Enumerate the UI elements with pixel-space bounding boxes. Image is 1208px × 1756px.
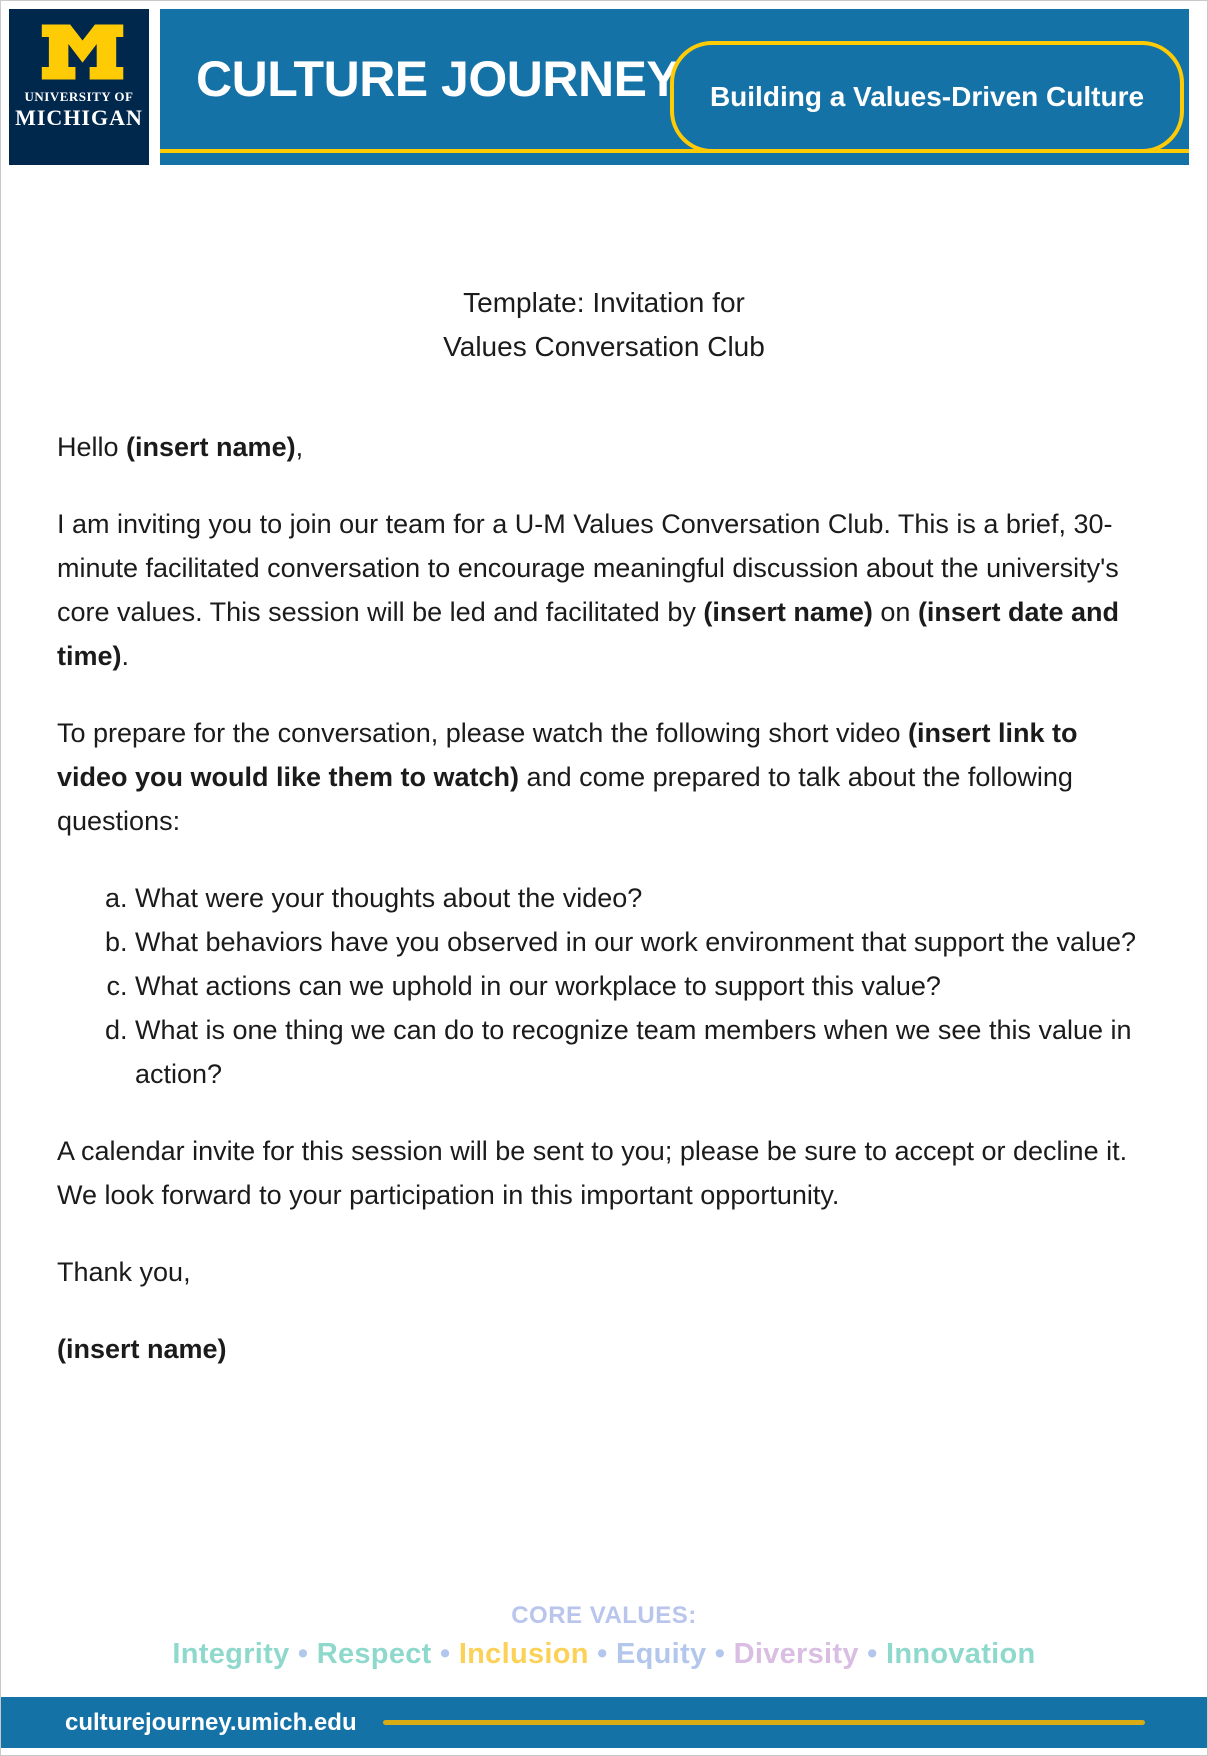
banner-tagline: Building a Values-Driven Culture	[709, 81, 1145, 112]
tagline-box	[670, 41, 1184, 153]
paragraph-calendar: A calendar invite for this session will be sent to you; please be sure to accept or decline it. We look forward to your participation in this important opportunity.	[57, 1136, 1128, 1210]
list-item: d. What is one thing we can do to recognize team members when we see this value in action?	[135, 1008, 1151, 1096]
block-m-icon	[31, 21, 127, 83]
paragraph-preparation: To prepare for the conversation, please watch the following short video (insert link to video you would like them to watch) and come prepared to talk about the following questions:	[57, 718, 1078, 836]
list-item: b. What behaviors have you observed in our work environment that support the value?	[135, 920, 1151, 964]
um-logo	[9, 9, 149, 165]
signature-placeholder: (insert name)	[57, 1334, 227, 1364]
document-title	[57, 281, 1151, 369]
bottom-bar	[1, 1697, 1207, 1748]
document-title-line1: Template: Invitation for	[463, 287, 745, 318]
salutation: Hello (insert name),	[57, 432, 304, 462]
site-url-link[interactable]: culturejourney.umich.edu	[65, 1708, 357, 1736]
list-item: a. What were your thoughts about the video?	[135, 876, 1151, 920]
core-values-footer	[1, 1602, 1207, 1671]
list-item: c. What actions can we uphold in our workplace to support this value?	[135, 964, 1151, 1008]
document-title-line2: Values Conversation Club	[443, 331, 765, 362]
bottom-bar-rule	[383, 1720, 1145, 1725]
core-values-line: Integrity • Respect • Inclusion • Equity • Diversity • Innovation	[172, 1638, 1036, 1670]
core-values-label: CORE VALUES:	[511, 1602, 697, 1629]
header	[9, 9, 1189, 165]
sign-off: Thank you,	[57, 1257, 191, 1287]
letter-body	[1, 165, 1207, 1371]
logo-university-of: UNIVERSITY OF	[24, 89, 134, 104]
paragraph-invitation: I am inviting you to join our team for a U-M Values Conversation Club. This is a brief, 30-minute facilitated conversation to encourage meaningful discussion about the university's core values. This session will be led and facilitated by (insert name) on (insert date and time).	[57, 509, 1119, 671]
logo-michigan: MICHIGAN	[15, 105, 143, 130]
banner-title: CULTURE JOURNEY	[196, 51, 680, 107]
banner	[160, 9, 1189, 165]
questions-list	[57, 876, 1151, 1096]
